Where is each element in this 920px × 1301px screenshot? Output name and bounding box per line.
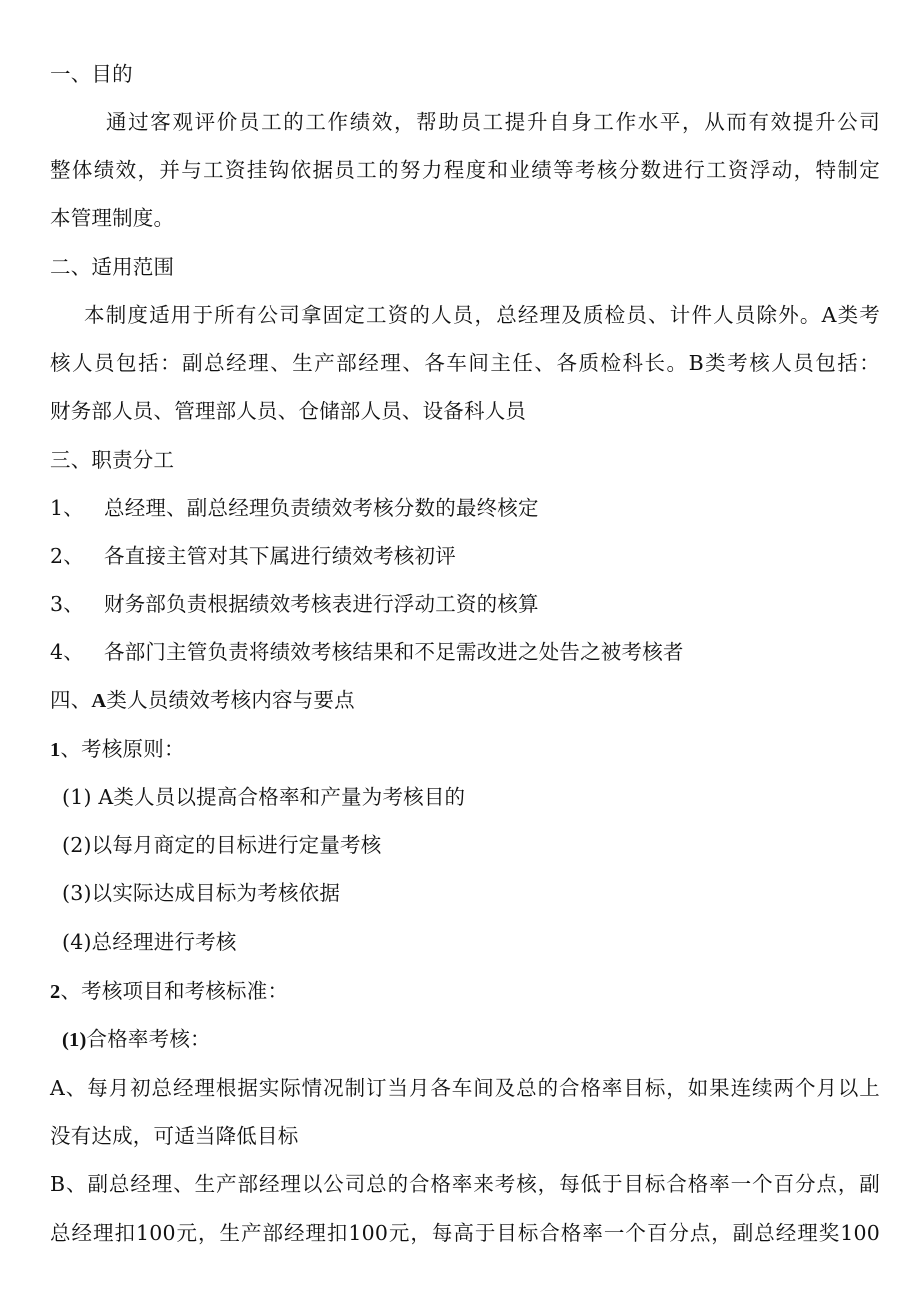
duty-item (50, 590, 880, 618)
section-1-para-line-3: 本管理制度。 (50, 206, 175, 230)
principles-heading-number: 1 (50, 739, 61, 761)
section-4-heading-text: 类人员绩效考核内容与要点 (106, 688, 355, 712)
duty-item-text: 财务部负责根据绩效考核表进行浮动工资的核算 (104, 592, 539, 616)
section-2-para-line-1: 本制度适用于所有公司拿固定工资的人员，总经理及质检员、计件人员除外。A类考 (84, 303, 880, 327)
principle-item: (2)以每月商定的目标进行定量考核 (62, 833, 382, 857)
section-2-heading: 二、适用范围 (50, 255, 175, 279)
section-4-heading-prefix: 四、 (50, 688, 92, 712)
section-1-heading: 一、目的 (50, 62, 133, 86)
principles-heading-text: 、考核原则： (60, 737, 185, 761)
section-2-para-line-2: 核人员包括：副总经理、生产部经理、各车间主任、各质检科长。B类考核人员包括： (50, 351, 880, 375)
duty-item-text: 总经理、副总经理负责绩效考核分数的最终核定 (104, 496, 539, 520)
pass-rate-subheading-number: (1) (62, 1029, 87, 1051)
pass-rate-subheading-text: 合格率考核： (86, 1027, 211, 1051)
section-1-para-line-1: 通过客观评价员工的工作绩效，帮助员工提升自身工作水平，从而有效提升公司 (106, 110, 880, 134)
principles-heading (50, 735, 880, 764)
duty-item (50, 638, 880, 666)
standards-heading-text: 、考核项目和考核标准： (60, 979, 289, 1003)
duty-item-number: 2、 (50, 544, 84, 568)
para-a-line-2: 没有达成，可适当降低目标 (50, 1124, 299, 1148)
para-a-line-1: A、每月初总经理根据实际情况制订当月各车间及总的合格率目标，如果连续两个月以上 (50, 1076, 880, 1100)
duty-item (50, 494, 880, 522)
section-3-heading: 三、职责分工 (50, 448, 175, 472)
standards-heading (50, 977, 880, 1006)
standards-heading-number: 2 (50, 981, 61, 1003)
pass-rate-subheading (62, 1025, 892, 1054)
section-4-heading (50, 686, 880, 715)
para-b-line-2: 总经理扣100元，生产部经理扣100元，每高于目标合格率一个百分点，副总经理奖100 (50, 1221, 880, 1245)
para-b-line-1: B、副总经理、生产部经理以公司总的合格率来考核，每低于目标合格率一个百分点，副 (50, 1172, 880, 1196)
duty-item-number: 3、 (50, 592, 84, 616)
duty-item-text: 各部门主管负责将绩效考核结果和不足需改进之处告之被考核者 (104, 640, 684, 664)
section-1-para-line-2: 整体绩效，并与工资挂钩依据员工的努力程度和业绩等考核分数进行工资浮动，特制定 (50, 158, 880, 182)
principle-item: (4)总经理进行考核 (62, 930, 237, 954)
duty-item-text: 各直接主管对其下属进行绩效考核初评 (104, 544, 456, 568)
duty-item-number: 4、 (50, 640, 84, 664)
duty-item (50, 542, 880, 570)
principle-item: (3)以实际达成目标为考核依据 (62, 881, 341, 905)
section-2-para-line-3: 财务部人员、管理部人员、仓储部人员、设备科人员 (50, 399, 527, 423)
duty-item-number: 1、 (50, 496, 84, 520)
principle-item: (1) A类人员以提高合格率和产量为考核目的 (62, 785, 466, 809)
section-4-heading-letter: A (91, 690, 107, 712)
